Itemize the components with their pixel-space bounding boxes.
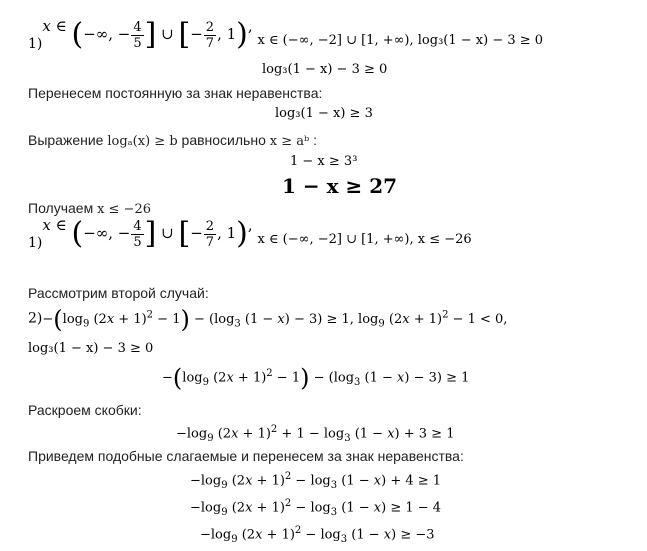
case1-label-2: 1) (28, 235, 43, 251)
eq5: $-(\log_9$ $(2x + 1)^2 - 1) - (\log_3$ (1 − x) − 3) ≥ 1 (162, 364, 470, 392)
result1: x ≤ −26 (97, 202, 152, 217)
case2-cond1: $\log_9 (2x + 1)^2 - 1 < 0$, (358, 309, 508, 330)
eq7: $-\log_9$ $(2x + 1)^2 - \log_3 (1 - x) + 4 \ge 1$ (190, 471, 442, 491)
case2-main: $-(\log_9$ $(2x + 1)^2 - 1) - (\log_3$ (1 − x) − 3) ≥ 1, (42, 305, 354, 333)
case1-x-in-2: x ∈ (42, 216, 72, 234)
left-bracket: [ (178, 17, 191, 52)
case1-label: 1) (28, 36, 43, 52)
fraction-2-7-2: $\frac{2}{7}$ (205, 218, 215, 250)
result-line (28, 200, 151, 217)
right-bracket: ] (144, 17, 157, 52)
left-paren: ( (71, 17, 84, 52)
colon: : (313, 132, 317, 148)
expression-line (28, 132, 317, 149)
text-similar: Приведем подобные слагаемые и перенесем за знак неравенства: (28, 448, 464, 464)
case1-result-line: 1)x ∈ (−∞, − $\frac{4}{5}$ ] ∪ [− $\frac{2}{7}$ , 1), x ∈ (−∞, −2] ∪ [1, +∞), x ≤ −26 (28, 216, 472, 251)
case1-tail-2: x ∈ (−∞, −2] ∪ [1, +∞), x ≤ −26 (257, 232, 472, 247)
case1-comma: , (247, 17, 253, 35)
text-second-case: Рассмотрим второй случай: (28, 285, 209, 301)
fraction-2-7: $\frac{2}{7}$ (205, 19, 215, 51)
case2-cond2: log₃(1 − x) − 3 ≥ 0 (28, 341, 154, 356)
eq8: $-\log_9$ $(2x + 1)^2 - \log_3 (1 - x) \ge 1 - 4$ (190, 498, 442, 518)
case1-interval-line: 1)x ∈ (−∞, − $\frac{4}{5}$ ] ∪ [− $\frac{2}{7}$ , 1), x ∈ (−∞, −2] ∪ [1, +∞), log₃(1 − x) − 3 ≥ 0 (28, 17, 544, 52)
left-paren-2: ( (71, 216, 84, 251)
right-paren-2: ) (236, 216, 248, 251)
text-move-const: Перенесем постоянную за знак неравенства: (28, 85, 323, 101)
eq4: 1 − x ≥ 27 (282, 174, 398, 198)
eq6: $-\log_9$ $(2x + 1)^2 + 1 - \log_3 (1 - x) + 3 \ge 1$ (176, 424, 455, 444)
eq3: 1 − x ≥ 3³ (290, 154, 358, 169)
fraction-4-5: $\frac{4}{5}$ (133, 19, 142, 51)
case1-x-in: x ∈ (42, 17, 72, 35)
right-bracket-2: ] (144, 216, 157, 251)
expr-log: logₐ(x) ≥ b (107, 134, 178, 149)
text-equiv: равносильно (181, 132, 266, 148)
expr-equiv: x ≥ aᵇ (269, 134, 310, 149)
eq9: $-\log_9$ $(2x + 1)^2 - \log_3 (1 - x) \ge -3$ (200, 525, 435, 545)
text-expr: Выражение (28, 132, 104, 148)
eq1: log₃(1 − x) − 3 ≥ 0 (262, 62, 388, 77)
text-get: Получаем (28, 200, 94, 216)
case2-line (28, 307, 507, 331)
case1-tail: x ∈ (−∞, −2] ∪ [1, +∞), log₃(1 − x) − 3 ≥ 0 (257, 33, 544, 48)
case2-label: 2) (28, 310, 43, 327)
text-open-brackets: Раскроем скобки: (28, 402, 142, 418)
left-bracket-2: [ (178, 216, 191, 251)
fraction-4-5-2: $\frac{4}{5}$ (133, 218, 142, 250)
eq2: log₃(1 − x) ≥ 3 (275, 106, 373, 121)
case1-comma-2: , (247, 216, 253, 234)
right-paren: ) (236, 17, 248, 52)
